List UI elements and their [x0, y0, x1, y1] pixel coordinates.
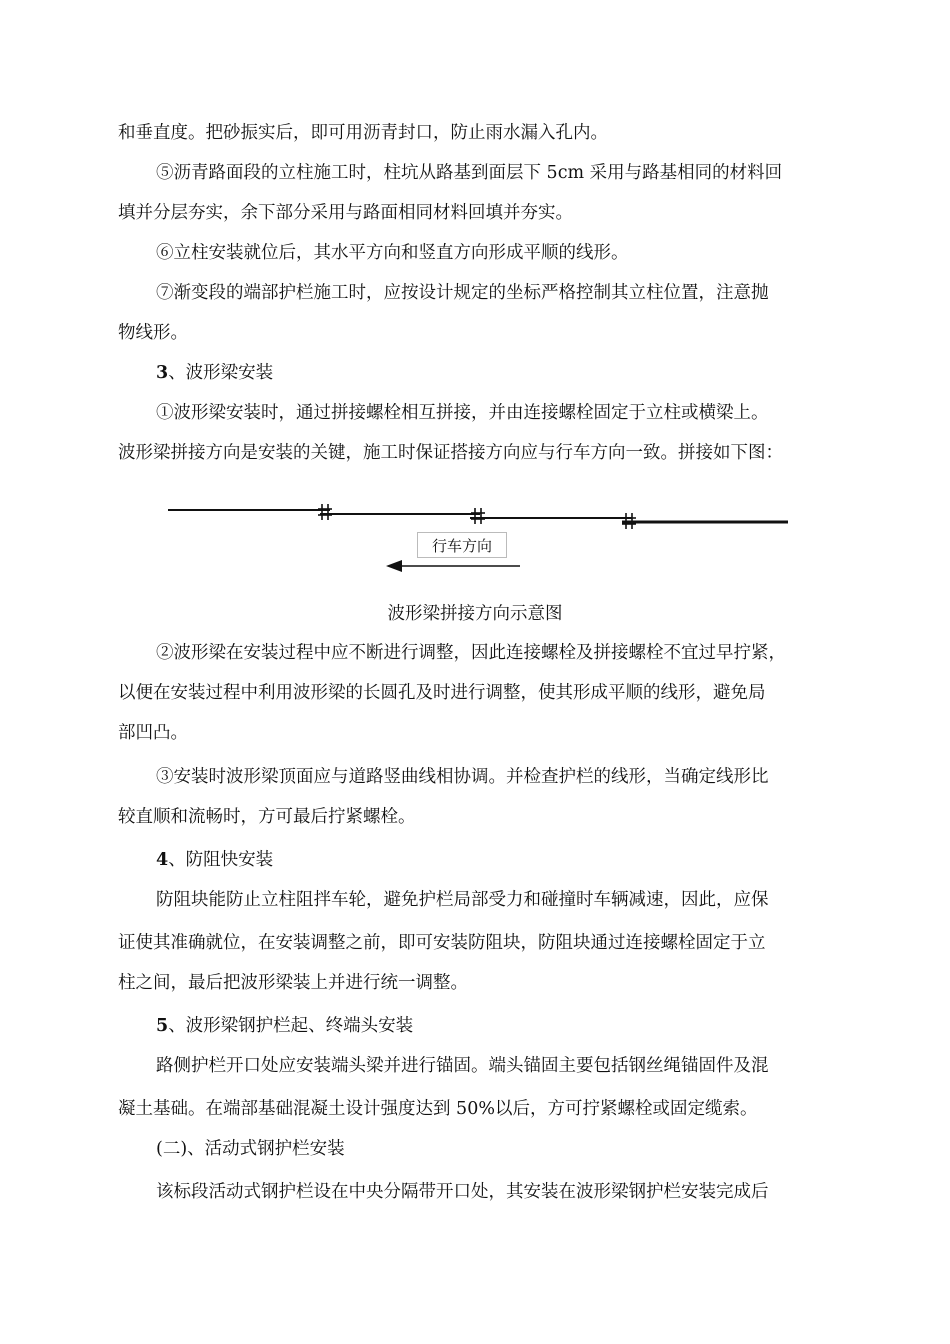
section-number: 5 — [156, 1016, 169, 1036]
section-heading — [156, 361, 950, 385]
paragraph-line: ③安装时波形梁顶面应与道路竖曲线相协调。并检查护栏的线形，当确定线形比 — [156, 767, 769, 787]
paragraph-line: 凝土基础。在端部基础混凝土设计强度达到 50%以后，方可拧紧螺栓或固定缆索。 — [118, 1099, 758, 1119]
paragraph-line: ⑥立柱安装就位后，其水平方向和竖直方向形成平顺的线形。 — [156, 243, 629, 263]
section-heading-text: 、防阻快安装 — [168, 850, 274, 870]
paragraph-line: 证使其准确就位，在安装调整之前，即可安装防阻块，防阻块通过连接螺栓固定于立 — [118, 933, 766, 953]
section-heading-text: 、波形梁钢护栏起、终端头安装 — [168, 1016, 414, 1036]
paragraph-line: 以便在安装过程中利用波形梁的长圆孔及时进行调整，使其形成平顺的线形，避免局 — [118, 683, 766, 703]
splice-bolt-mark — [471, 508, 485, 524]
paragraph-line: ②波形梁在安装过程中应不断进行调整，因此连接螺栓及拼接螺栓不宜过早拧紧， — [156, 643, 786, 663]
traffic-direction-label: 行车方向 — [417, 532, 507, 558]
paragraph-line: 填并分层夯实，余下部分采用与路面相同材料回填并夯实。 — [118, 203, 573, 223]
paragraph-line: 部凹凸。 — [118, 723, 188, 743]
splice-direction-diagram — [160, 498, 800, 588]
paragraph-line: 和垂直度。把砂振实后，即可用沥青封口，防止雨水漏入孔内。 — [118, 123, 608, 143]
paragraph-line: ①波形梁安装时，通过拼接螺栓相互拼接，并由连接螺栓固定于立柱或横梁上。 — [156, 403, 769, 423]
paragraph-line: 波形梁拼接方向是安装的关键，施工时保证搭接方向应与行车方向一致。拼接如下图： — [118, 443, 783, 463]
section-heading-text: 、波形梁安装 — [168, 363, 274, 383]
section-heading — [156, 1014, 950, 1038]
section-number: 4 — [156, 850, 169, 870]
section-heading: (二)、活动式钢护栏安装 — [156, 1139, 345, 1159]
paragraph-line: 物线形。 — [118, 323, 188, 343]
diagram-caption: 波形梁拼接方向示意图 — [387, 604, 563, 624]
paragraph-line: 该标段活动式钢护栏设在中央分隔带开口处，其安装在波形梁钢护栏安装完成后 — [156, 1182, 769, 1202]
splice-bolt-mark — [318, 504, 332, 520]
section-number: 3 — [156, 363, 169, 383]
paragraph-line: 防阻块能防止立柱阻拌车轮，避免护栏局部受力和碰撞时车辆减速，因此，应保 — [156, 890, 769, 910]
paragraph-line: 路侧护栏开口处应安装端头梁并进行锚固。端头锚固主要包括钢丝绳锚固件及混 — [156, 1056, 769, 1076]
arrow-left-icon — [386, 560, 402, 572]
paragraph-line: ⑤沥青路面段的立柱施工时，柱坑从路基到面层下 5cm 采用与路基相同的材料回 — [156, 163, 783, 183]
paragraph-line: 较直顺和流畅时，方可最后拧紧螺栓。 — [118, 807, 416, 827]
section-heading — [156, 848, 950, 872]
paragraph-line: 柱之间，最后把波形梁装上并进行统一调整。 — [118, 973, 468, 993]
paragraph-line: ⑦渐变段的端部护栏施工时，应按设计规定的坐标严格控制其立柱位置，注意抛 — [156, 283, 769, 303]
